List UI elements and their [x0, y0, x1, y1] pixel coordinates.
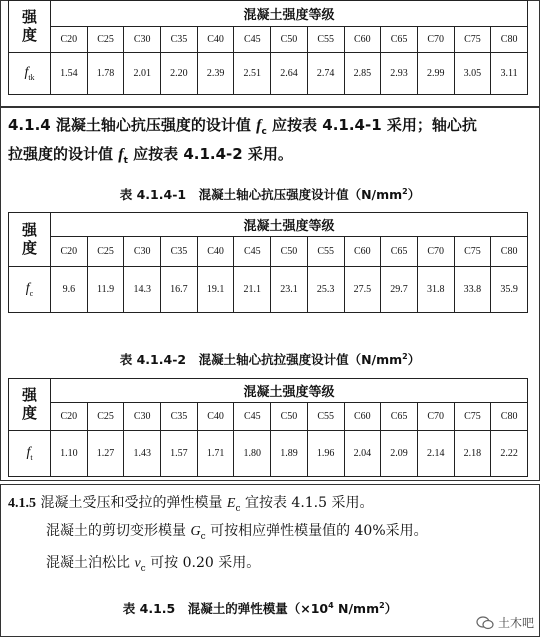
- value-row: [9, 267, 528, 313]
- grade-cell: C35: [161, 237, 198, 267]
- grade-row: [9, 237, 528, 267]
- table-ft: [8, 378, 528, 477]
- grade-row: [9, 27, 528, 53]
- grade-cell: C70: [417, 27, 454, 53]
- grade-cell: C65: [381, 237, 418, 267]
- grade-cell: C75: [454, 27, 491, 53]
- grade-cell: C20: [51, 403, 88, 431]
- value-cell: 1.78: [87, 53, 124, 95]
- grade-cell: C60: [344, 237, 381, 267]
- grade-cell: C20: [51, 237, 88, 267]
- header-strength: 强 度: [9, 213, 51, 267]
- table-fc: [8, 212, 528, 313]
- value-cell: 1.80: [234, 431, 271, 477]
- table-caption-4-1-5: 表 4.1.5 混凝土的弹性模量（$\times 10^4$ $N/mm^2$）: [122, 600, 398, 616]
- value-cell: 2.85: [344, 53, 381, 95]
- value-cell: 2.18: [454, 431, 491, 477]
- value-cell: 2.09: [381, 431, 418, 477]
- section-4-1-4-line1: 4.1.4 混凝土轴心抗压强度的设计值 $f_c$ 应按表 4.1.4-1 采用；轴心抗: [8, 116, 477, 137]
- grade-cell: C30: [124, 237, 161, 267]
- value-cell: 1.54: [51, 53, 88, 95]
- value-cell: 33.8: [454, 267, 491, 313]
- value-cell: 2.99: [417, 53, 454, 95]
- value-cell: 2.51: [234, 53, 271, 95]
- grade-cell: C50: [271, 27, 308, 53]
- grade-cell: C75: [454, 403, 491, 431]
- section-4-1-5-line3: 混凝土泊松比 $v_c$ 可按 0.20 采用。: [46, 555, 261, 574]
- value-cell: 1.96: [307, 431, 344, 477]
- grade-cell: C50: [271, 403, 308, 431]
- grade-cell: C45: [234, 403, 271, 431]
- grade-cell: C70: [417, 237, 454, 267]
- symbol-cell: $f_t$: [9, 431, 51, 477]
- watermark-text: 土木吧: [497, 616, 534, 630]
- grade-cell: C25: [87, 27, 124, 53]
- grade-cell: C40: [197, 27, 234, 53]
- value-row: [9, 431, 528, 477]
- grade-cell: C25: [87, 237, 124, 267]
- grade-title: 混凝土强度等级: [51, 379, 528, 403]
- grade-cell: C45: [234, 237, 271, 267]
- value-cell: 3.05: [454, 53, 491, 95]
- value-cell: 2.04: [344, 431, 381, 477]
- grade-cell: C60: [344, 403, 381, 431]
- value-cell: 19.1: [197, 267, 234, 313]
- grade-cell: C60: [344, 27, 381, 53]
- symbol-cell: $f_{tk}$: [9, 53, 51, 95]
- table-caption-4-1-4-2: 表 4.1.4-2 混凝土轴心抗拉强度设计值$(N/mm^2)$: [119, 351, 421, 367]
- value-cell: 3.11: [491, 53, 528, 95]
- grade-cell: C55: [307, 237, 344, 267]
- value-cell: 21.1: [234, 267, 271, 313]
- value-cell: 2.74: [307, 53, 344, 95]
- grade-cell: C70: [417, 403, 454, 431]
- grade-cell: C75: [454, 237, 491, 267]
- value-cell: 29.7: [381, 267, 418, 313]
- wechat-icon: [476, 616, 494, 630]
- grade-cell: C80: [491, 27, 528, 53]
- header-strength: 强 度: [9, 379, 51, 431]
- grade-cell: C55: [307, 27, 344, 53]
- value-cell: 31.8: [417, 267, 454, 313]
- value-cell: 1.10: [51, 431, 88, 477]
- grade-cell: C30: [124, 27, 161, 53]
- value-row: [9, 53, 528, 95]
- value-cell: 25.3: [307, 267, 344, 313]
- grade-cell: C25: [87, 403, 124, 431]
- grade-cell: C40: [197, 237, 234, 267]
- grade-cell: C80: [491, 237, 528, 267]
- value-cell: 1.43: [124, 431, 161, 477]
- header-strength: 强 度: [9, 1, 51, 53]
- value-cell: 14.3: [124, 267, 161, 313]
- value-cell: 2.01: [124, 53, 161, 95]
- value-cell: 2.64: [271, 53, 308, 95]
- grade-cell: C45: [234, 27, 271, 53]
- value-cell: 2.22: [491, 431, 528, 477]
- grade-title: 混凝土强度等级: [51, 213, 528, 237]
- value-cell: 11.9: [87, 267, 124, 313]
- value-cell: 2.14: [417, 431, 454, 477]
- grade-cell: C55: [307, 403, 344, 431]
- value-cell: 9.6: [51, 267, 88, 313]
- grade-title: 混凝土强度等级: [51, 1, 528, 27]
- value-cell: 1.89: [271, 431, 308, 477]
- section-4-1-4-line2: 拉强度的设计值 $f_t$ 应按表 4.1.4-2 采用。: [8, 145, 293, 166]
- value-cell: 1.71: [197, 431, 234, 477]
- value-cell: 1.27: [87, 431, 124, 477]
- value-cell: 35.9: [491, 267, 528, 313]
- watermark: [476, 614, 534, 631]
- grade-cell: C20: [51, 27, 88, 53]
- grade-cell: C40: [197, 403, 234, 431]
- section-4-1-5-line2: 混凝土的剪切变形模量 $G_c$ 可按相应弹性模量值的 40%采用。: [46, 523, 428, 542]
- table-ftk: [8, 0, 528, 95]
- value-cell: 16.7: [161, 267, 198, 313]
- value-cell: 27.5: [344, 267, 381, 313]
- section-4-1-5-line1: 4.1.5 混凝土受压和受拉的弹性模量 $E_c$ 宜按表 4.1.5 采用。: [8, 495, 374, 514]
- value-cell: 2.93: [381, 53, 418, 95]
- grade-cell: C50: [271, 237, 308, 267]
- grade-cell: C35: [161, 27, 198, 53]
- grade-cell: C35: [161, 403, 198, 431]
- grade-cell: C65: [381, 27, 418, 53]
- value-cell: 1.57: [161, 431, 198, 477]
- value-cell: 2.20: [161, 53, 198, 95]
- grade-cell: C30: [124, 403, 161, 431]
- grade-row: [9, 403, 528, 431]
- symbol-cell: $f_c$: [9, 267, 51, 313]
- table-caption-4-1-4-1: 表 4.1.4-1 混凝土轴心抗压强度设计值$(N/mm^2)$: [119, 186, 421, 202]
- value-cell: 23.1: [271, 267, 308, 313]
- grade-cell: C65: [381, 403, 418, 431]
- value-cell: 2.39: [197, 53, 234, 95]
- grade-cell: C80: [491, 403, 528, 431]
